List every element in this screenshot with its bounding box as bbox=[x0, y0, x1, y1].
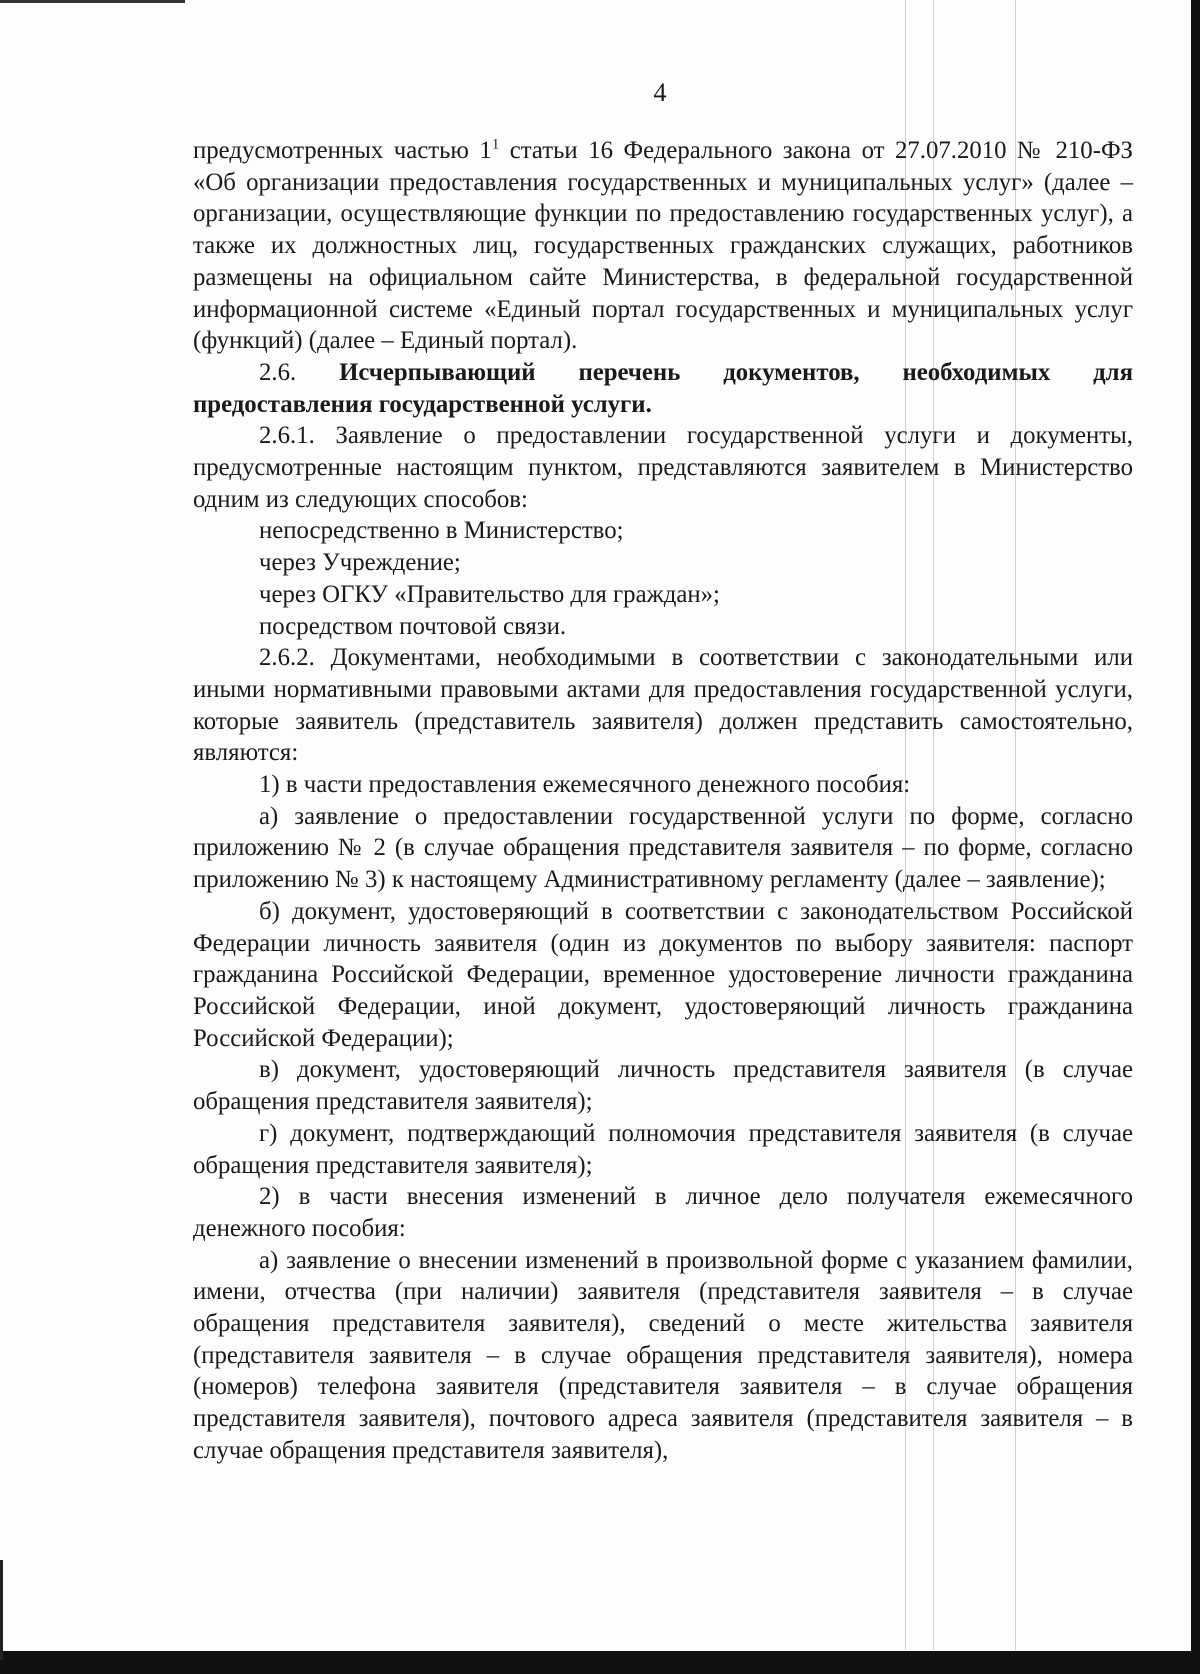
list-item: через ОГКУ «Правительство для граждан»; bbox=[259, 580, 720, 608]
paragraph: 1) в части предоставления ежемесячного денежного пособия: bbox=[259, 771, 911, 799]
paragraph-text: предусмотренных частью 1 bbox=[193, 137, 492, 164]
list-item: через Учреждение; bbox=[259, 549, 461, 577]
paragraph: г) документ, подтверждающий полномочия представителя заявителя (в случае обращения представителя заявителя); bbox=[193, 1119, 1133, 1179]
paragraph-text: статьи 16 Федерального закона от 27.07.2010 № 210-ФЗ «Об организации предоставления государственных и муниципальных услуг» (далее – организации, осуществляющие функции по предоставлению государственных услуг), а также их должностных лиц, государственных гражданских служащих, работников размещены на официальном сайте Министерства, в федеральной государственной информационной системе «Единый портал государственных и муниципальных услуг (функций) (далее – Единый портал). bbox=[193, 137, 1133, 355]
paragraph: а) заявление о внесении изменений в произвольной форме с указанием фамилии, имени, отчества (при наличии) заявителя (представителя заявителя – в случае обращения представителя заявителя), сведений о месте жительства заявителя (представителя заявителя – в случае обращения представителя заявителя), номера (номеров) телефона заявителя (представителя заявителя – в случае обращения представителя заявителя), почтового адреса заявителя (представителя заявителя – в случае обращения представителя заявителя), bbox=[193, 1246, 1133, 1464]
section-heading bbox=[193, 357, 1133, 420]
paragraph: б) документ, удостоверяющий в соответствии с законодательством Российской Федерации личность заявителя (один из документов по выбору заявителя: паспорт гражданина Российской Федерации, временное удостоверение личности гражданина Российской Федерации, иной документ, удостоверяющий личность гражданина Российской Федерации); bbox=[193, 897, 1133, 1052]
section-number: 2.6. bbox=[259, 358, 340, 386]
document-body bbox=[193, 135, 1133, 1467]
list-item: посредством почтовой связи. bbox=[259, 612, 567, 640]
paragraph: а) заявление о предоставлении государственной услуги по форме, согласно приложению № 2 (в случае обращения представителя заявителя – по форме, согласно приложению № 3) к настоящему Административному регламенту (далее – заявление); bbox=[193, 802, 1133, 894]
paragraph: 2) в части внесения изменений в личное дело получателя ежемесячного денежного пособия: bbox=[193, 1183, 1133, 1242]
superscript: 1 bbox=[491, 136, 500, 153]
page-number: 4 bbox=[653, 78, 667, 107]
scan-artifact-left-edge bbox=[0, 1560, 3, 1660]
scan-artifact-right-border bbox=[1191, 0, 1200, 1674]
paragraph bbox=[193, 135, 1133, 357]
paragraph: 2.6.1. Заявление о предоставлении государственной услуги и документы, предусмотренные настоящим пунктом, представляются заявителем в Министерство одним из следующих способов: bbox=[193, 422, 1133, 513]
scan-artifact-bottom-border bbox=[0, 1651, 1200, 1674]
list-item: непосредственно в Министерство; bbox=[259, 517, 624, 545]
paragraph: в) документ, удостоверяющий личность представителя заявителя (в случае обращения представителя заявителя); bbox=[193, 1056, 1133, 1116]
paragraph: 2.6.2. Документами, необходимыми в соответствии с законодательными или иными нормативными правовыми актами для предоставления государственной услуги, которые заявитель (представитель заявителя) должен представить самостоятельно, являются: bbox=[193, 644, 1133, 767]
scan-artifact-top-line bbox=[0, 0, 185, 3]
section-title: Исчерпывающий перечень документов, необходимых для предоставления государственной услуги. bbox=[193, 358, 1133, 418]
